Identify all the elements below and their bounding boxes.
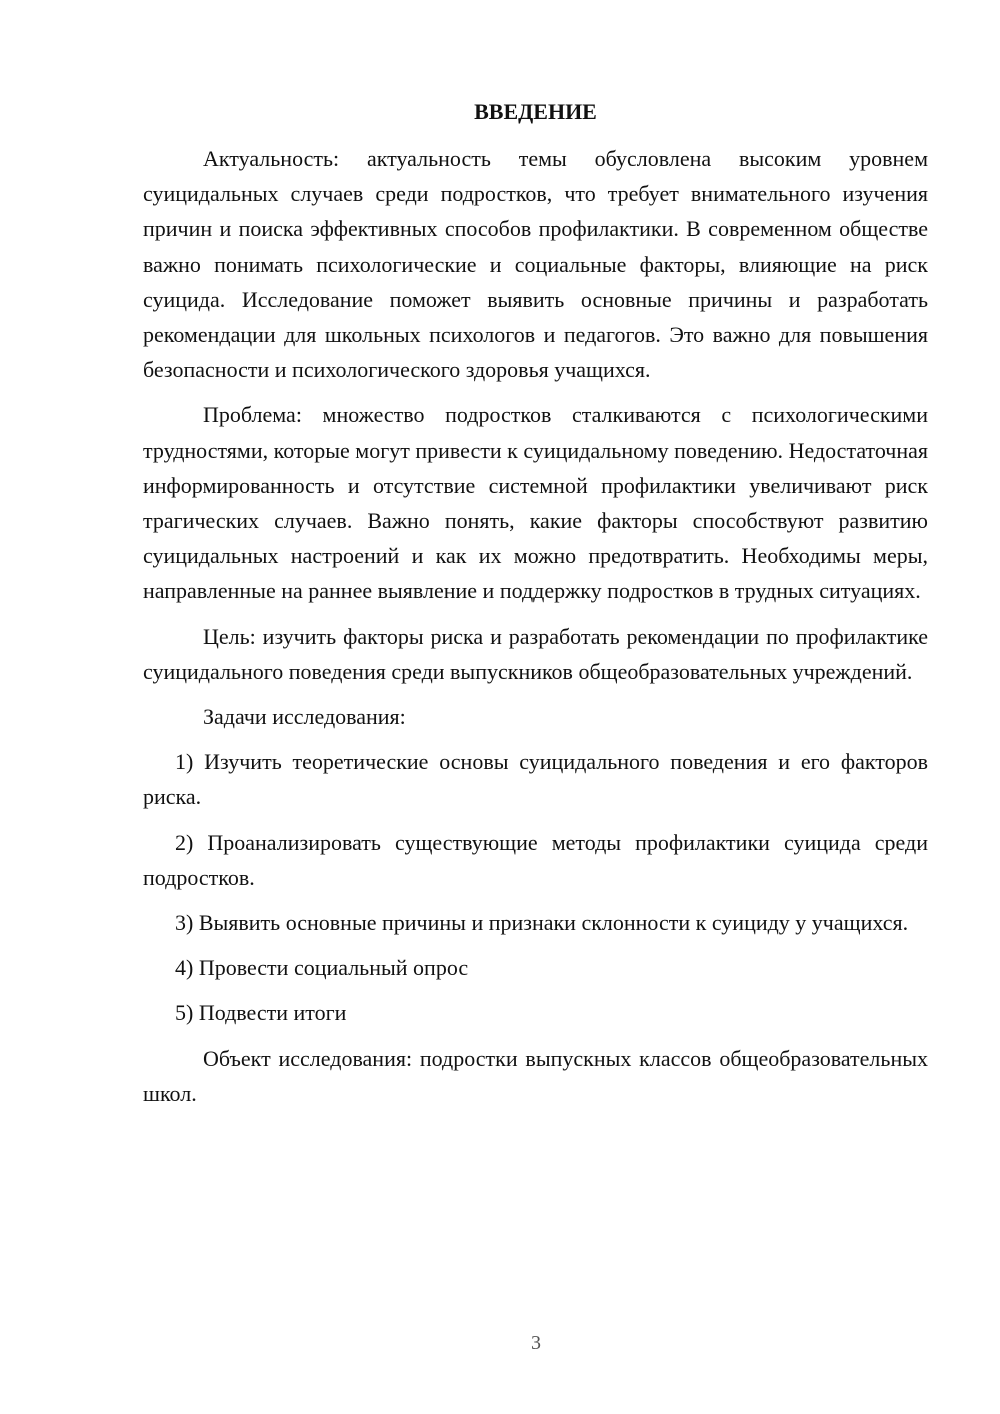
task-item-2: 2) Проанализировать существующие методы профилактики суицида среди подростков. xyxy=(143,829,928,890)
task-item-4: 4) Провести социальный опрос xyxy=(175,955,469,981)
paragraph-tasks-heading: Задачи исследования: xyxy=(203,704,406,730)
task-item-3: 3) Выявить основные причины и признаки склонности к суициду у учащихся. xyxy=(175,910,909,936)
page-number: 3 xyxy=(531,1332,541,1354)
page-content xyxy=(143,94,928,1121)
paragraph-goal: Цель: изучить факторы риска и разработать рекомендации по профилактике суицидального поведения среди выпускников общеобразовательных учреждений. xyxy=(143,623,928,684)
page-title: ВВЕДЕНИЕ xyxy=(474,99,597,124)
paragraph-problem: Проблема: множество подростков сталкиваются с психологическими трудностями, которые могут привести к суицидальному поведению. Недостаточная информированность и отсутствие системной профилактики увеличивают риск трагических случаев. Важно понять, какие факторы способствуют развитию суицидальных настроений и как их можно предотвратить. Необходимы меры, направленные на раннее выявление и поддержку подростков в трудных ситуациях. xyxy=(143,402,928,604)
task-item-1: 1) Изучить теоретические основы суицидального поведения и его факторов риска. xyxy=(143,749,928,810)
paragraph-relevance: Актуальность: актуальность темы обусловлена высоким уровнем суицидальных случаев среди подростков, что требует внимательного изучения причин и поиска эффективных способов профилактики. В современном обществе важно понимать психологические и социальные факторы, влияющие на риск суицида. Исследование поможет выявить основные причины и разработать рекомендации для школьных психологов и педагогов. Это важно для повышения безопасности и психологического здоровья учащихся. xyxy=(143,146,928,383)
paragraph-object: Объект исследования: подростки выпускных классов общеобразовательных школ. xyxy=(143,1045,928,1106)
task-item-5: 5) Подвести итоги xyxy=(175,1000,347,1026)
